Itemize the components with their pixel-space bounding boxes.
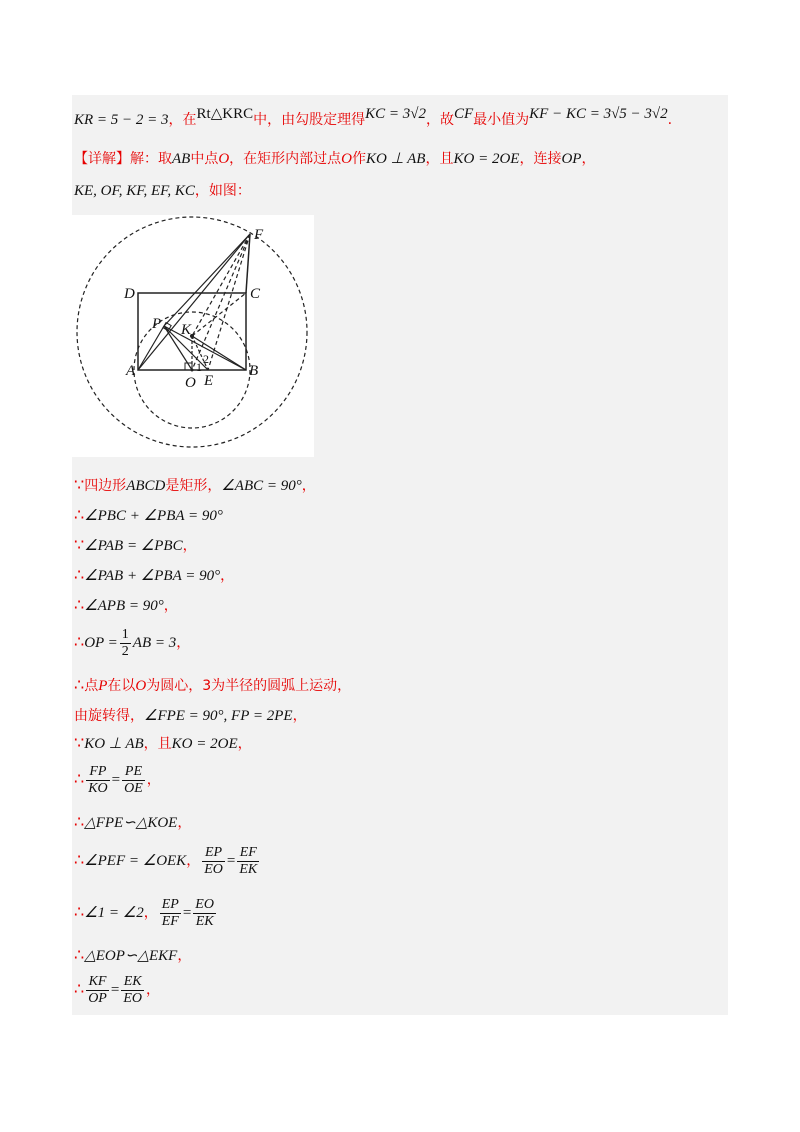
numerator: KF: [86, 974, 109, 991]
therefore-symbol: ∴: [74, 979, 85, 998]
text: 作: [352, 151, 367, 167]
numerator: FP: [86, 764, 109, 781]
label-b: B: [249, 363, 259, 379]
math: OP: [561, 151, 582, 167]
denominator: OP: [88, 990, 107, 1006]
math: O: [135, 678, 147, 694]
because-symbol: ∵: [74, 733, 85, 752]
math-segments: KE, OF, KF, EF, KC: [74, 183, 195, 199]
denominator: EK: [239, 861, 258, 877]
numerator: EK: [121, 974, 144, 991]
math-min: KF − KC = 3√5 − 3√2: [529, 106, 668, 122]
step-8: [74, 705, 307, 726]
denominator: EO: [204, 861, 223, 877]
math: P: [98, 678, 108, 694]
fraction-half: [120, 627, 131, 660]
step-6: [74, 625, 190, 660]
math-kc: KC = 3√2: [365, 106, 426, 122]
text: 为圆心，3为半径的圆弧上运动，: [146, 678, 352, 694]
therefore-symbol: ∴: [74, 675, 85, 694]
label-e: E: [204, 373, 214, 389]
numerator: EP: [161, 896, 179, 912]
segment-pf: [164, 234, 250, 326]
fraction: [86, 974, 109, 1007]
fraction: [160, 897, 181, 930]
text: 最小值为: [473, 112, 530, 128]
math: ∠1 = ∠2: [84, 905, 144, 921]
math: △EOP∽△EKF: [84, 948, 178, 964]
point-o: [191, 369, 194, 372]
denominator: KO: [88, 780, 108, 796]
step-13: [74, 895, 218, 930]
denominator: 2: [121, 643, 129, 659]
denominator: OE: [124, 780, 143, 796]
step-10: [74, 762, 161, 797]
segment-fk: [192, 234, 250, 336]
step-9: [74, 733, 252, 754]
text: 中点: [190, 151, 219, 167]
label-angle-2: 2: [203, 352, 209, 366]
because-symbol: ∵: [74, 535, 85, 554]
math: ∠APB = 90°: [84, 598, 164, 614]
text: ，: [220, 568, 235, 584]
solution-line-3: [74, 180, 251, 201]
equals: =: [182, 905, 192, 921]
text: ，: [301, 478, 316, 494]
math-cf: CF: [453, 106, 474, 122]
text: ，: [581, 151, 596, 167]
geometry-diagram: [72, 215, 314, 457]
label-a: A: [126, 363, 136, 379]
step-1: [74, 475, 316, 496]
text: ，: [146, 982, 160, 998]
denominator: EK: [195, 913, 214, 929]
label-k: K: [181, 322, 192, 338]
text: 由旋转得，: [74, 708, 144, 724]
text: ，: [292, 708, 307, 724]
therefore-symbol: ∴: [74, 902, 85, 921]
fraction: [122, 764, 145, 797]
fraction: [86, 764, 109, 797]
text: ，且: [425, 151, 454, 167]
math: ABCD: [126, 478, 166, 494]
therefore-symbol: ∴: [74, 769, 85, 788]
equals: =: [110, 982, 120, 998]
outer-circle: [77, 217, 307, 447]
step-2: [74, 505, 223, 526]
math: KO = 2OE: [171, 736, 238, 752]
text: 是矩形，: [165, 478, 222, 494]
numerator: EO: [195, 896, 214, 912]
fraction: [193, 897, 216, 930]
text: .: [667, 112, 673, 128]
math: KO ⊥ AB: [366, 151, 426, 167]
therefore-symbol: ∴: [74, 812, 85, 831]
text: ，故: [425, 112, 454, 128]
step-3: [74, 535, 197, 556]
math: ∠ABC = 90°: [221, 478, 302, 494]
text: ，在矩形内部过点: [229, 151, 342, 167]
solution-line-2: [74, 148, 595, 169]
text: ，如图：: [194, 183, 251, 199]
segment-fo: [192, 234, 250, 370]
therefore-symbol: ∴: [74, 850, 85, 869]
step-12: [74, 843, 261, 878]
math: O: [341, 151, 353, 167]
text: ，: [176, 635, 191, 651]
numerator: 1: [121, 626, 129, 642]
equals: =: [226, 853, 236, 869]
step-4: [74, 565, 234, 586]
math: △FPE∽△KOE: [84, 815, 178, 831]
math: AB = 3: [132, 635, 177, 651]
numerator: PE: [122, 764, 145, 781]
math: ∠PEF = ∠OEK: [84, 853, 187, 869]
text: 点: [84, 678, 99, 694]
text: ，: [163, 598, 178, 614]
label-f: F: [254, 227, 264, 243]
label-o: O: [185, 375, 196, 391]
math: ∠PBC + ∠PBA = 90°: [84, 508, 223, 524]
therefore-symbol: ∴: [74, 632, 85, 651]
segment-kc: [192, 293, 246, 336]
text: 解：取: [130, 151, 172, 167]
math: ∠PAB = ∠PBC: [84, 538, 183, 554]
text: ，且: [143, 736, 172, 752]
math-kr: KR = 5 − 2 = 3: [74, 112, 169, 128]
fraction: [121, 974, 144, 1007]
detail-label: 【详解】: [74, 151, 130, 167]
math: O: [218, 151, 230, 167]
because-symbol: ∵: [74, 475, 85, 494]
fraction: [202, 845, 225, 878]
text: ，: [182, 538, 197, 554]
math: OP =: [84, 635, 118, 651]
label-c: C: [250, 286, 261, 302]
step-7: [74, 675, 351, 696]
text: 四边形: [84, 478, 127, 494]
label-p: P: [152, 316, 162, 332]
equals: =: [111, 772, 121, 788]
therefore-symbol: ∴: [74, 595, 85, 614]
therefore-symbol: ∴: [74, 505, 85, 524]
therefore-symbol: ∴: [74, 565, 85, 584]
text: ，: [237, 736, 252, 752]
text: ，连接: [519, 151, 562, 167]
label-d: D: [124, 286, 135, 302]
math: KO = 2OE: [453, 151, 520, 167]
text: ，在: [168, 112, 197, 128]
numerator: EF: [237, 845, 259, 862]
step-11: [74, 812, 191, 833]
segment-ap: [138, 326, 164, 370]
denominator: EO: [123, 990, 142, 1006]
step-5: [74, 595, 178, 616]
therefore-symbol: ∴: [74, 945, 85, 964]
step-14: [74, 945, 191, 966]
math: ∠FPE = 90°, FP = 2PE: [144, 708, 293, 724]
math: ∠PAB + ∠PBA = 90°: [84, 568, 221, 584]
step-15: [74, 972, 160, 1007]
text: ，: [177, 948, 192, 964]
text: ，: [177, 815, 192, 831]
segment-fe: [208, 234, 250, 370]
denominator: EF: [161, 913, 179, 929]
geometry-figure: [72, 215, 314, 457]
text: ，: [146, 772, 161, 788]
solution-line-1: [74, 104, 672, 130]
math: AB: [172, 151, 191, 167]
segment-af: [138, 234, 250, 370]
text: ，: [143, 905, 158, 921]
math: KO ⊥ AB: [84, 736, 144, 752]
text: ，: [186, 853, 201, 869]
label-angle-1: 1: [196, 360, 202, 374]
text: 在以: [107, 678, 136, 694]
fraction: [237, 845, 259, 878]
numerator: EP: [202, 845, 225, 862]
math-triangle: Rt△KRC: [196, 106, 254, 122]
text: 中，由勾股定理得: [253, 112, 366, 128]
